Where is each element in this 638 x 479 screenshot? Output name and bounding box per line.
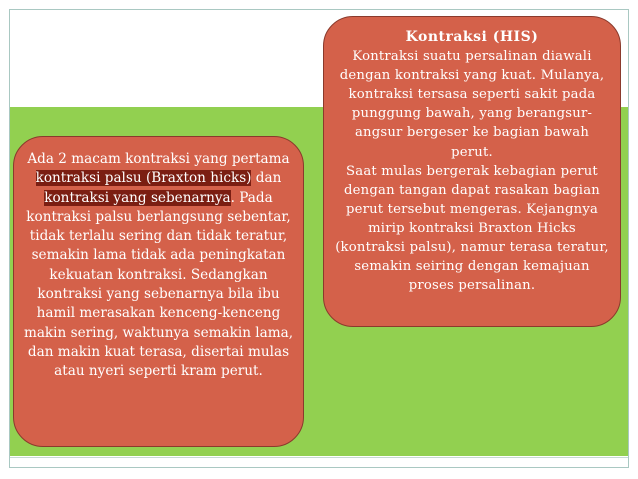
his-paragraph-1: Kontraksi suatu persalinan diawali dengan kontraksi yang kuat. Mulanya, kontraksi tersasa seperti sakit pada punggung bawah, yang berangsur-angsur bergeser ke bagian bawah perut. (339, 49, 605, 160)
highlight-true-contraction: kontraksi yang sebenarnya (44, 189, 231, 206)
bottom-divider (10, 457, 628, 458)
his-title: Kontraksi (HIS) (405, 29, 539, 45)
types-text-body: . Pada kontraksi palsu berlangsung sebentar, tidak terlalu sering dan tidak teratur, semakin lama tidak ada peningkatan kekuatan kontraksi. Sedangkan kontraksi yang sebenarnya bila ibu hamil merasakan kenceng-kenceng makin sering, waktunya semakin lama, dan makin kuat terasa, disertai mulas atau nyeri seperti kram perut. (23, 189, 294, 380)
contraction-types-box (13, 136, 304, 447)
types-text-intro: Ada 2 macam kontraksi yang pertama (27, 151, 290, 167)
highlight-false-contraction: kontraksi palsu (Braxton hicks) (35, 170, 252, 187)
types-text-and: dan (251, 170, 282, 187)
his-paragraph-2: Saat mulas bergerak kebagian perut dengan tangan dapat rasakan bagian perut tersebut mengeras. Kejangnya mirip kontraksi Braxton Hicks (kontraksi palsu), namur terasa teratur, semakin seiring dengan kemajuan proses persalinan. (335, 163, 609, 294)
contraction-his-box (323, 16, 621, 327)
